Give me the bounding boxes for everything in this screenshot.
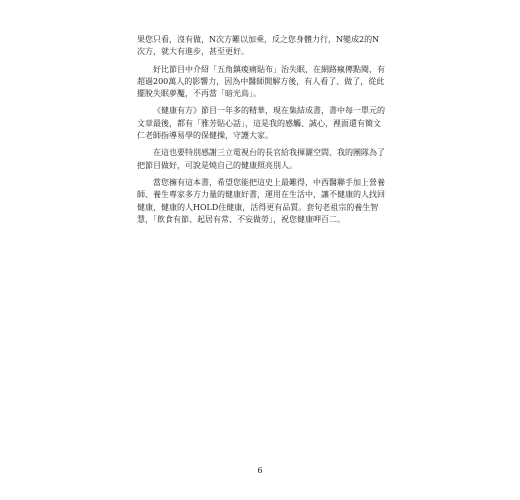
paragraph-2: 好比節目中介紹「五角鎮痠痛貼布」治失眠，在網路瘋傳點閱，有超過200萬人的影響力，因為中醫師開解方後，有人看了、做了，從此擺脫失眠夢魘，不再當「暗光鳥」。 <box>137 64 385 99</box>
body-text <box>137 34 385 231</box>
paragraph-1: 果您只看，沒有做，N次方難以加乘，反之您身體力行，N變成2的N次方，就大有進步，甚至更好。 <box>137 35 380 57</box>
paragraph-3: 《健康有方》節目一年多的精華，現在集結成書，書中每一單元的文章最後，都有「雅芳貼心話」，這是我的感觸、誠心，裡面還有簡文仁老師指導易學的保健操，守護大家。 <box>137 106 385 141</box>
paragraph-5: 當您擁有這本書，希望您能把這史上最難得，中西醫聯手加上營養師、養生專家多方力量的健康好書，運用在生活中，讓不健康的人找回健康，健康的人HOLD住健康，活得更有品質。套句老祖宗的養生智慧，「飲食有節、起居有常、不妄做勞」，祝您健康呷百二。 <box>137 177 385 224</box>
paragraph-4: 在這也要特別感謝三立電視台的長官給我揮灑空間、我的團隊為了把節目做好，可說是燒自己的健康照亮別人。 <box>137 148 385 170</box>
page-number: 6 <box>257 466 263 475</box>
